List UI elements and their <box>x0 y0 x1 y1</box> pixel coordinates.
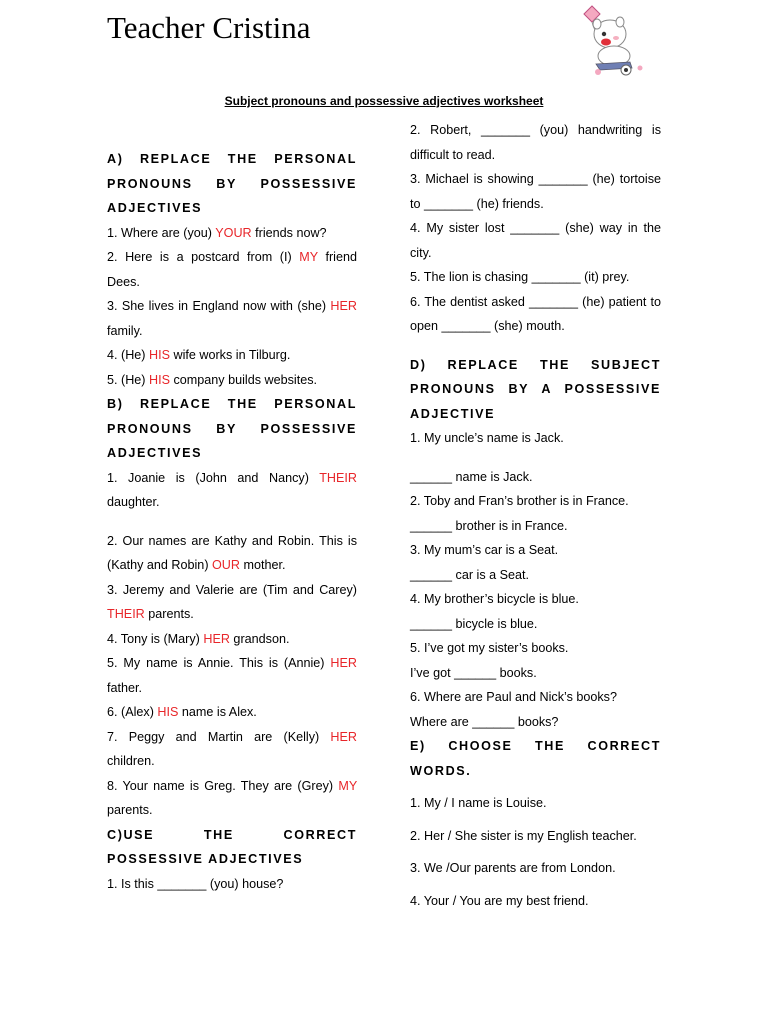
section-b-item <box>107 529 357 578</box>
item-text: 4. (He) <box>107 348 149 362</box>
answer-word: HER <box>330 729 357 744</box>
section-e-item: 4. Your / You are my best friend. <box>410 893 589 908</box>
item-text: company builds websites. <box>170 372 317 387</box>
section-d-sentence: 4. My brother’s bicycle is blue. <box>410 592 579 606</box>
section-c-item: 5. The lion is chasing _______ (it) prey. <box>410 270 630 284</box>
item-text: family. <box>107 323 143 338</box>
item-text: friend Dees. <box>107 250 357 289</box>
answer-word: HIS <box>157 705 179 719</box>
answer-word: MY <box>338 778 357 793</box>
section-c-heading: C)USE THE CORRECT POSSESSIVE ADJECTIVES <box>107 827 357 866</box>
section-a-heading: A) REPLACE THE PERSONAL PRONOUNS BY POSSESSIVE ADJECTIVES <box>107 152 357 215</box>
item-text: 5. (He) <box>107 372 149 387</box>
section-d-sentence: 2. Toby and Fran’s brother is in France. <box>410 494 629 508</box>
answer-word: MY <box>299 250 318 264</box>
section-d-sentence: 5. I’ve got my sister’s books. <box>410 641 569 655</box>
answer-word: HER <box>203 631 230 646</box>
item-text: 7. Peggy and Martin are (Kelly) <box>107 729 331 744</box>
item-text: friends now? <box>251 225 327 240</box>
section-d-rewrite: ______ brother is in France. <box>410 518 568 533</box>
section-d-rewrite: ______ name is Jack. <box>410 469 533 484</box>
section-b-item <box>107 578 357 627</box>
section-b-heading: B) REPLACE THE PERSONAL PRONOUNS BY POSSESSIVE ADJECTIVES <box>107 397 357 460</box>
item-text: 6. (Alex) <box>107 705 158 719</box>
section-d-rewrite: I’ve got ______ books. <box>410 665 537 680</box>
worksheet-title: Subject pronouns and possessive adjectives worksheet <box>224 94 544 108</box>
section-b-item <box>107 651 357 700</box>
answer-word: THEIR <box>107 607 145 621</box>
answer-word: YOUR <box>215 225 252 240</box>
item-text: parents. <box>107 803 153 817</box>
answer-word: HIS <box>149 372 170 387</box>
right-column <box>410 118 661 913</box>
section-a-item <box>107 294 357 343</box>
item-text: name is Alex. <box>178 705 257 719</box>
item-text: 1. Where are (you) <box>107 225 216 240</box>
item-text: wife works in Tilburg. <box>170 348 291 362</box>
section-b-item <box>107 627 357 652</box>
section-c-item: 4. My sister lost _______ (she) way in the city. <box>410 221 661 260</box>
section-d-rewrite: ______ bicycle is blue. <box>410 616 538 631</box>
item-text: father. <box>107 680 143 695</box>
item-text: 2. Our names are Kathy and Robin. This is (Kathy and Robin) <box>107 533 357 572</box>
item-text: 4. Tony is (Mary) <box>107 631 204 646</box>
item-text: 5. My name is Annie. This is (Annie) <box>107 656 331 670</box>
section-c-item: 2. Robert, _______ (you) handwriting is difficult to read. <box>410 123 661 162</box>
section-c-item: 3. Michael is showing _______ (he) tortoise to _______ (he) friends. <box>410 172 661 211</box>
section-d-sentence: 3. My mum’s car is a Seat. <box>410 543 559 557</box>
section-c-item: 6. The dentist asked _______ (he) patient to open _______ (she) mouth. <box>410 294 661 333</box>
answer-word: HER <box>330 299 357 313</box>
section-e-item: 2. Her / She sister is my English teacher. <box>410 828 637 843</box>
section-e-item: 3. We /Our parents are from London. <box>410 861 616 875</box>
section-a-item <box>107 368 357 393</box>
section-a-item <box>107 245 357 294</box>
left-column <box>107 147 357 896</box>
item-text: parents. <box>144 607 194 621</box>
item-text: 3. Jeremy and Valerie are (Tim and Carey) <box>107 582 357 597</box>
section-b-item <box>107 466 357 515</box>
teacher-name: Teacher Cristina <box>107 10 311 45</box>
cartoon-logo-icon <box>570 4 652 82</box>
answer-word: HER <box>330 656 357 670</box>
item-text: 1. Joanie is (John and Nancy) <box>107 470 320 485</box>
section-d-sentence: 6. Where are Paul and Nick’s books? <box>410 690 617 704</box>
answer-word: OUR <box>212 558 241 572</box>
answer-word: THEIR <box>319 470 357 485</box>
item-text: children. <box>107 754 155 768</box>
item-text: grandson. <box>229 631 290 646</box>
section-e-item: 1. My / I name is Louise. <box>410 796 547 810</box>
item-text: mother. <box>240 558 286 572</box>
section-a-item <box>107 343 357 368</box>
section-d-rewrite: ______ car is a Seat. <box>410 567 530 582</box>
section-b-item <box>107 774 357 823</box>
section-d-heading: D) REPLACE THE SUBJECT PRONOUNS BY A POSSESSIVE ADJECTIVE <box>410 357 661 421</box>
section-d-rewrite: Where are ______ books? <box>410 714 559 729</box>
item-text: daughter. <box>107 495 160 509</box>
item-text: 8. Your name is Greg. They are (Grey) <box>107 778 339 793</box>
section-b-item <box>107 725 357 774</box>
section-a-item <box>107 221 357 246</box>
section-c-item: 1. Is this _______ (you) house? <box>107 876 284 891</box>
section-e-heading: E) CHOOSE THE CORRECT WORDS. <box>410 739 661 778</box>
answer-word: HIS <box>149 348 170 362</box>
item-text: 2. Here is a postcard from (I) <box>107 250 300 264</box>
item-text: 3. She lives in England now with (she) <box>107 299 331 313</box>
section-b-item <box>107 700 357 725</box>
section-d-sentence: 1. My uncle’s name is Jack. <box>410 431 564 445</box>
